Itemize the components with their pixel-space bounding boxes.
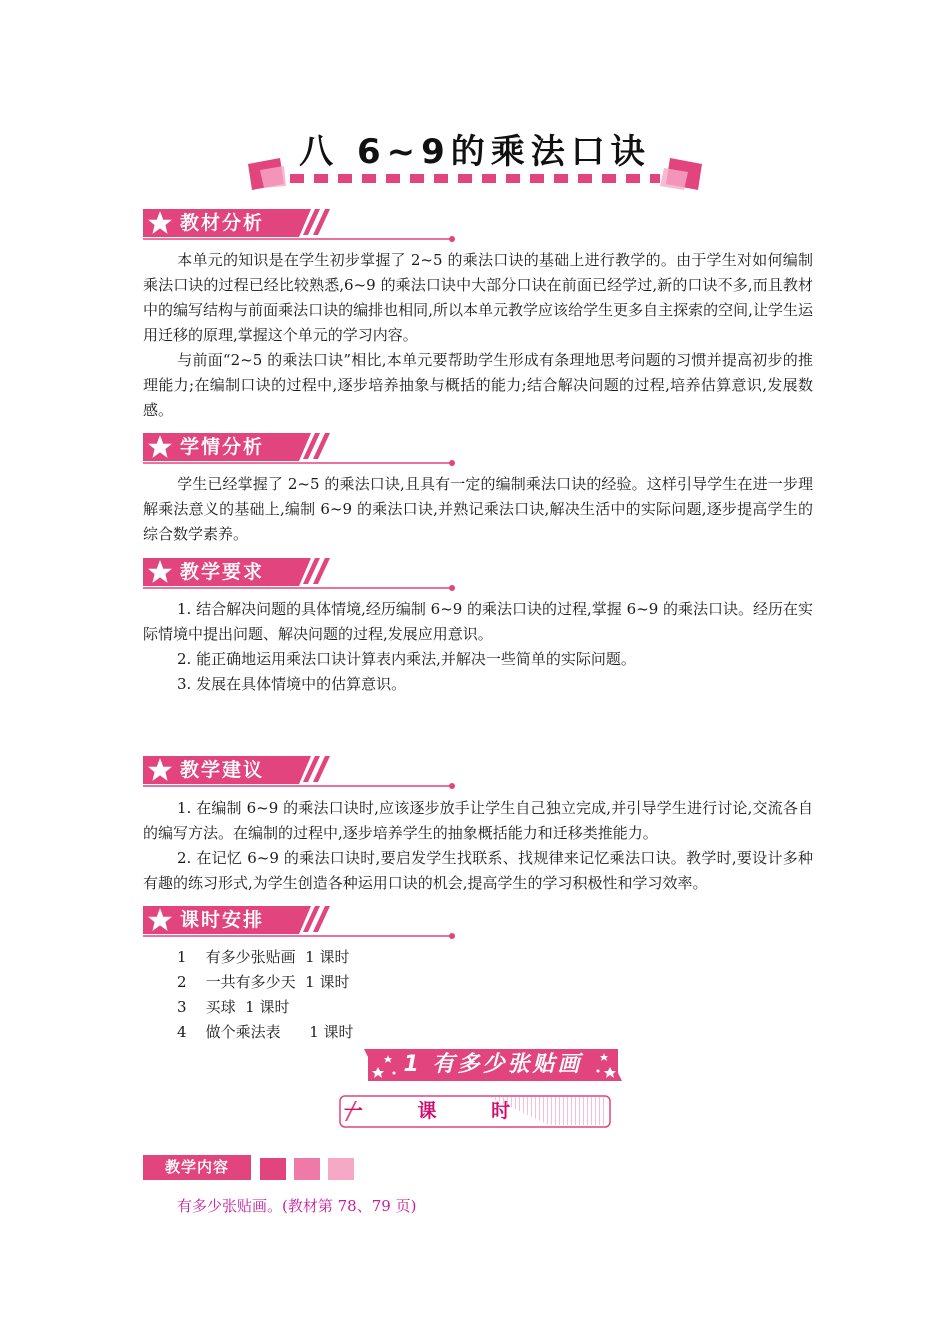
section-title-students: 学情分析 <box>180 436 265 458</box>
schedule-item-2: 2 一共有多少天 1 课时 <box>177 973 350 991</box>
lesson-banner <box>364 1047 622 1083</box>
period-box <box>339 1095 611 1128</box>
analysis-paragraph-2: 与前面“2~5 的乘法口诀”相比,本单元要帮助学生形成有条理地思考问题的习惯并提高初步的推理能力;在编制口诀的过程中,逐步培养抽象与概括的能力;结合解决问题的过程,培养估算意识,发展数感。 <box>143 351 813 419</box>
tag-square <box>260 1158 286 1180</box>
section-title-analysis: 教材分析 <box>180 212 265 234</box>
section-header-requirements <box>143 556 458 592</box>
lesson-banner-title: 1 有多少张贴画 <box>403 1052 583 1077</box>
schedule-item-3: 3 买球 1 课时 <box>177 998 290 1016</box>
section-header-schedule <box>143 904 458 940</box>
teaching-content-text: 有多少张贴画。(教材第 78、79 页) <box>177 1197 417 1215</box>
section-title-requirements: 教学要求 <box>180 561 265 583</box>
section-title-schedule: 课时安排 <box>180 909 265 931</box>
suggestions-item-1: 1. 在编制 6~9 的乘法口诀时,应该逐步放手让学生自己独立完成,并引导学生进行讨论,交流各自的编写方法。在编制的过程中,逐步培养学生的抽象概括能力和迁移类推能力。 <box>143 799 813 842</box>
tag-square <box>294 1158 320 1180</box>
star-icon <box>147 434 173 460</box>
chapter-title: 八 6~9的乘法口诀 <box>299 132 651 172</box>
title-decoration <box>240 150 710 196</box>
requirements-item-2: 2. 能正确地运用乘法口诀计算表内乘法,并解决一些简单的实际问题。 <box>177 650 636 668</box>
teaching-content-label: 教学内容 <box>143 1155 251 1180</box>
teaching-content-tag <box>143 1155 363 1185</box>
students-paragraph: 学生已经掌握了 2~5 的乘法口诀,且具有一定的编制乘法口诀的经验。这样引导学生在进一步理解乘法意义的基础上,编制 6~9 的乘法口诀,并熟记乘法口诀,解决生活中的实际问题,逐步提高学生的综合数学素养。 <box>143 475 813 543</box>
star-icon <box>147 907 173 933</box>
section-title-suggestions: 教学建议 <box>180 759 265 781</box>
requirements-item-3: 3. 发展在具体情境中的估算意识。 <box>177 675 407 693</box>
star-icon <box>147 559 173 585</box>
schedule-item-4: 4 做个乘法表 1 课时 <box>177 1023 354 1041</box>
star-icon <box>147 210 173 236</box>
period-label: 一 课 时 <box>343 1100 535 1122</box>
section-header-suggestions <box>143 754 458 790</box>
schedule-item-1: 1 有多少张贴画 1 课时 <box>177 948 350 966</box>
star-icon <box>147 757 173 783</box>
tag-square <box>328 1158 354 1180</box>
suggestions-item-2: 2. 在记忆 6~9 的乘法口诀时,要启发学生找联系、找规律来记忆乘法口诀。教学时,要设计多种有趣的练习形式,为学生创造各种运用口诀的机会,提高学生的学习积极性和学习效率。 <box>143 849 813 892</box>
analysis-paragraph-1: 本单元的知识是在学生初步掌握了 2~5 的乘法口诀的基础上进行教学的。由于学生对如何编制乘法口诀的过程已经比较熟悉,6~9 的乘法口诀中大部分口诀在前面已经学过,新的口诀不多,而且教材中的编写结构与前面乘法口诀的编排也相同,所以本单元教学应该给学生更多自主探索的空间,让学生运用迁移的原理,掌握这个单元的学习内容。 <box>143 251 813 344</box>
section-header-students <box>143 431 458 467</box>
section-header-analysis <box>143 207 458 243</box>
requirements-item-1: 1. 结合解决问题的具体情境,经历编制 6~9 的乘法口诀的过程,掌握 6~9 的乘法口诀。经历在实际情境中提出问题、解决问题的过程,发展应用意识。 <box>143 600 814 643</box>
